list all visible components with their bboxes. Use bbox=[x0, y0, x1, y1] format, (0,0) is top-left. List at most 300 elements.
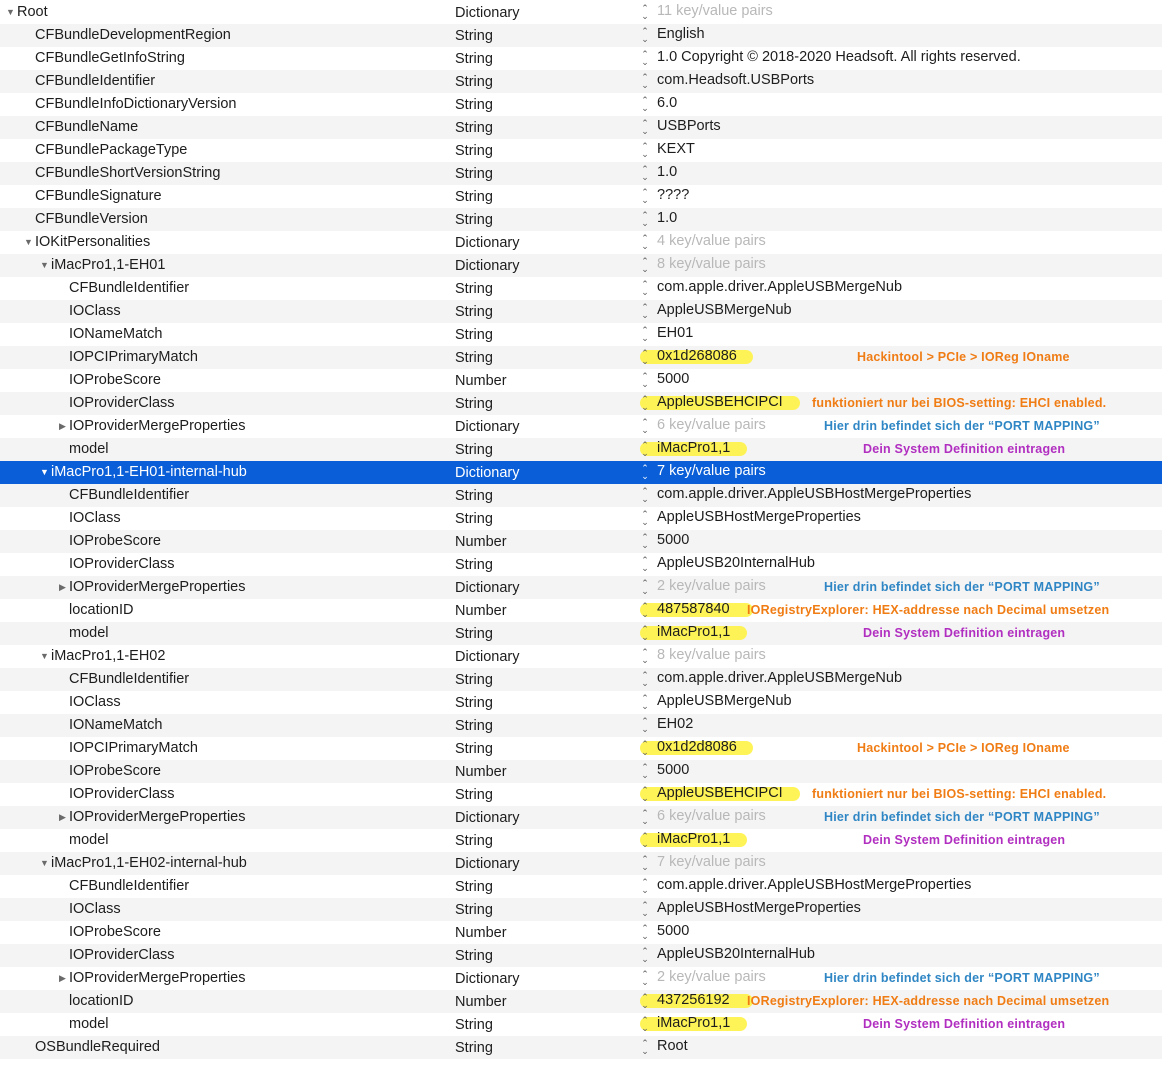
plist-row[interactable] bbox=[0, 668, 1162, 691]
disclosure-expanded-icon[interactable]: ▼ bbox=[40, 651, 49, 661]
row-value[interactable]: AppleUSB20InternalHub bbox=[657, 555, 815, 571]
disclosure-expanded-icon[interactable]: ▼ bbox=[40, 858, 49, 868]
value-stepper-icon[interactable]: ⌃ ⌄ bbox=[641, 946, 649, 964]
row-type[interactable]: String bbox=[455, 488, 493, 504]
row-type[interactable]: Number bbox=[455, 764, 507, 780]
plist-row[interactable] bbox=[0, 346, 1162, 369]
annotation-note: Hackintool > PCIe > IOReg IOname bbox=[857, 741, 1070, 755]
row-key-label: CFBundleGetInfoString bbox=[35, 50, 185, 66]
plist-row[interactable] bbox=[0, 461, 1162, 484]
row-type[interactable]: String bbox=[455, 511, 493, 527]
row-value[interactable]: 5000 bbox=[657, 371, 690, 387]
row-type[interactable]: String bbox=[455, 672, 493, 688]
row-key-label: iMacPro1,1-EH02-internal-hub bbox=[51, 855, 247, 871]
value-stepper-icon[interactable]: ⌃ ⌄ bbox=[641, 716, 649, 734]
row-key bbox=[56, 415, 246, 438]
row-key-label: CFBundleIdentifier bbox=[69, 280, 190, 296]
annotation-note: Dein System Definition eintragen bbox=[863, 442, 1066, 456]
row-key bbox=[56, 921, 161, 944]
row-key bbox=[56, 576, 246, 599]
plist-row[interactable] bbox=[0, 369, 1162, 392]
row-value[interactable]: Root bbox=[657, 1038, 688, 1054]
row-type[interactable]: String bbox=[455, 396, 493, 412]
row-value[interactable]: ???? bbox=[657, 187, 690, 203]
row-key bbox=[22, 47, 185, 70]
row-value[interactable]: 1.0 Copyright © 2018-2020 Headsoft. All rights reserved. bbox=[657, 49, 1021, 65]
row-key-label: IOProviderMergeProperties bbox=[69, 579, 246, 595]
row-key bbox=[4, 1, 48, 24]
value-stepper-icon[interactable]: ⌃ ⌄ bbox=[641, 256, 649, 274]
value-stepper-icon[interactable]: ⌃ ⌄ bbox=[641, 601, 649, 619]
row-key-label: CFBundleIdentifier bbox=[69, 671, 190, 687]
row-key bbox=[22, 139, 187, 162]
value-stepper-icon[interactable]: ⌃ ⌄ bbox=[641, 555, 649, 573]
row-value[interactable]: 11 key/value pairs bbox=[657, 3, 773, 19]
plist-row[interactable] bbox=[0, 760, 1162, 783]
disclosure-expanded-icon[interactable]: ▼ bbox=[24, 237, 33, 247]
row-key-label: IOClass bbox=[69, 303, 121, 319]
row-key-label: iMacPro1,1-EH02 bbox=[51, 648, 166, 664]
row-value[interactable]: 7 key/value pairs bbox=[657, 854, 766, 870]
row-value[interactable]: iMacPro1,1 bbox=[657, 1015, 731, 1031]
row-value[interactable]: 8 key/value pairs bbox=[657, 256, 766, 272]
disclosure-expanded-icon[interactable]: ▼ bbox=[40, 467, 49, 477]
row-value[interactable]: 6.0 bbox=[657, 95, 678, 111]
row-value[interactable]: EH01 bbox=[657, 325, 694, 341]
row-key bbox=[56, 668, 189, 691]
row-type[interactable]: String bbox=[455, 350, 493, 366]
annotation-note: IORegistryExplorer: HEX-addresse nach Decimal umsetzen bbox=[747, 994, 1110, 1008]
row-key-label: model bbox=[69, 625, 109, 641]
row-type[interactable]: Dictionary bbox=[455, 419, 520, 435]
value-stepper-icon[interactable]: ⌃ ⌄ bbox=[641, 739, 649, 757]
row-key-label: IOPCIPrimaryMatch bbox=[69, 740, 198, 756]
row-value[interactable]: com.apple.driver.AppleUSBMergeNub bbox=[657, 670, 903, 686]
plist-row[interactable] bbox=[0, 645, 1162, 668]
row-key bbox=[56, 553, 175, 576]
row-key-label: CFBundleIdentifier bbox=[69, 878, 190, 894]
row-key-label: CFBundleInfoDictionaryVersion bbox=[35, 96, 237, 112]
row-key-label: CFBundleShortVersionString bbox=[35, 165, 221, 181]
row-key bbox=[56, 530, 161, 553]
row-key bbox=[56, 990, 133, 1013]
plist-row[interactable] bbox=[0, 1, 1162, 24]
row-key bbox=[56, 783, 175, 806]
value-stepper-icon[interactable]: ⌃ ⌄ bbox=[641, 394, 649, 412]
row-key-label: CFBundleDevelopmentRegion bbox=[35, 27, 231, 43]
row-type[interactable]: String bbox=[455, 327, 493, 343]
row-type[interactable]: Dictionary bbox=[455, 465, 520, 481]
plist-outline-view bbox=[0, 1, 1162, 1059]
row-key bbox=[56, 944, 175, 967]
row-type[interactable]: String bbox=[455, 741, 493, 757]
row-value[interactable]: iMacPro1,1 bbox=[657, 831, 731, 847]
row-type[interactable]: String bbox=[455, 787, 493, 803]
row-value[interactable]: 6 key/value pairs bbox=[657, 808, 766, 824]
row-key-label: IOProbeScore bbox=[69, 763, 161, 779]
plist-row[interactable] bbox=[0, 300, 1162, 323]
row-key bbox=[56, 967, 246, 990]
value-stepper-icon[interactable]: ⌃ ⌄ bbox=[641, 26, 649, 44]
row-key bbox=[22, 116, 138, 139]
row-type[interactable]: String bbox=[455, 902, 493, 918]
plist-row[interactable] bbox=[0, 277, 1162, 300]
value-stepper-icon[interactable]: ⌃ ⌄ bbox=[641, 141, 649, 159]
row-key-label: CFBundleName bbox=[35, 119, 139, 135]
row-value[interactable]: 5000 bbox=[657, 532, 690, 548]
row-value[interactable]: 8 key/value pairs bbox=[657, 647, 766, 663]
value-stepper-icon[interactable]: ⌃ ⌄ bbox=[641, 1015, 649, 1033]
row-type[interactable]: String bbox=[455, 28, 493, 44]
plist-row[interactable] bbox=[0, 783, 1162, 806]
value-stepper-icon[interactable]: ⌃ ⌄ bbox=[641, 532, 649, 550]
plist-row[interactable] bbox=[0, 806, 1162, 829]
value-stepper-icon[interactable]: ⌃ ⌄ bbox=[641, 854, 649, 872]
row-value[interactable]: 2 key/value pairs bbox=[657, 969, 766, 985]
row-value[interactable]: com.apple.driver.AppleUSBMergeNub bbox=[657, 279, 903, 295]
plist-row[interactable] bbox=[0, 70, 1162, 93]
row-key-label: IOProviderMergeProperties bbox=[69, 418, 246, 434]
row-type[interactable]: String bbox=[455, 1017, 493, 1033]
row-type[interactable]: String bbox=[455, 212, 493, 228]
plist-row[interactable] bbox=[0, 691, 1162, 714]
row-type[interactable]: Dictionary bbox=[455, 971, 520, 987]
row-value[interactable]: AppleUSBMergeNub bbox=[657, 693, 792, 709]
row-type[interactable]: String bbox=[455, 97, 493, 113]
row-type[interactable]: String bbox=[455, 189, 493, 205]
value-stepper-icon[interactable]: ⌃ ⌄ bbox=[641, 348, 649, 366]
row-key-label: IOProviderClass bbox=[69, 786, 175, 802]
row-key bbox=[22, 162, 220, 185]
row-type[interactable]: String bbox=[455, 143, 493, 159]
row-value[interactable]: English bbox=[657, 26, 705, 42]
row-key-label: IOProbeScore bbox=[69, 924, 161, 940]
row-value[interactable]: KEXT bbox=[657, 141, 695, 157]
value-stepper-icon[interactable]: ⌃ ⌄ bbox=[641, 72, 649, 90]
row-value[interactable]: AppleUSBMergeNub bbox=[657, 302, 792, 318]
row-value[interactable]: com.apple.driver.AppleUSBHostMergeProperties bbox=[657, 486, 972, 502]
annotation-note: Hier drin befindet sich der “PORT MAPPING” bbox=[824, 419, 1100, 433]
value-stepper-icon[interactable]: ⌃ ⌄ bbox=[641, 463, 649, 481]
row-key-label: IOProviderClass bbox=[69, 556, 175, 572]
value-stepper-icon[interactable]: ⌃ ⌄ bbox=[641, 486, 649, 504]
plist-row[interactable] bbox=[0, 530, 1162, 553]
row-key bbox=[22, 185, 162, 208]
plist-row[interactable] bbox=[0, 24, 1162, 47]
row-type[interactable]: Number bbox=[455, 603, 507, 619]
row-value[interactable]: AppleUSBEHCIPCI bbox=[657, 394, 783, 410]
row-key bbox=[56, 737, 198, 760]
row-value[interactable]: 487587840 bbox=[657, 601, 730, 617]
row-value[interactable]: 2 key/value pairs bbox=[657, 578, 766, 594]
row-key-label: IONameMatch bbox=[69, 717, 163, 733]
row-key bbox=[56, 346, 198, 369]
row-key bbox=[56, 438, 109, 461]
row-key-label: CFBundlePackageType bbox=[35, 142, 188, 158]
plist-row[interactable] bbox=[0, 415, 1162, 438]
row-key-label: CFBundleVersion bbox=[35, 211, 148, 227]
row-value[interactable]: iMacPro1,1 bbox=[657, 624, 731, 640]
row-key bbox=[22, 93, 237, 116]
value-stepper-icon[interactable]: ⌃ ⌄ bbox=[641, 877, 649, 895]
row-key-label: IOClass bbox=[69, 510, 121, 526]
plist-row[interactable] bbox=[0, 1013, 1162, 1036]
annotation-note: Dein System Definition eintragen bbox=[863, 1017, 1066, 1031]
plist-row[interactable] bbox=[0, 231, 1162, 254]
row-key-label: IOProviderMergeProperties bbox=[69, 970, 246, 986]
plist-row[interactable] bbox=[0, 507, 1162, 530]
plist-row[interactable] bbox=[0, 898, 1162, 921]
row-type[interactable]: String bbox=[455, 166, 493, 182]
row-key bbox=[56, 277, 189, 300]
plist-row[interactable] bbox=[0, 392, 1162, 415]
row-key bbox=[56, 507, 121, 530]
row-key bbox=[56, 369, 161, 392]
value-stepper-icon[interactable]: ⌃ ⌄ bbox=[641, 578, 649, 596]
row-key bbox=[56, 599, 133, 622]
row-type[interactable]: Dictionary bbox=[455, 580, 520, 596]
value-stepper-icon[interactable]: ⌃ ⌄ bbox=[641, 187, 649, 205]
plist-row[interactable] bbox=[0, 162, 1162, 185]
row-key bbox=[56, 622, 109, 645]
row-type[interactable]: String bbox=[455, 626, 493, 642]
plist-row[interactable] bbox=[0, 1036, 1162, 1059]
plist-row[interactable] bbox=[0, 93, 1162, 116]
plist-row[interactable] bbox=[0, 921, 1162, 944]
row-key bbox=[56, 829, 109, 852]
plist-row[interactable] bbox=[0, 599, 1162, 622]
plist-row[interactable] bbox=[0, 553, 1162, 576]
row-type[interactable]: String bbox=[455, 281, 493, 297]
row-key bbox=[56, 300, 121, 323]
row-type[interactable]: Dictionary bbox=[455, 856, 520, 872]
row-key bbox=[56, 714, 162, 737]
row-type[interactable]: Dictionary bbox=[455, 649, 520, 665]
row-key-label: model bbox=[69, 441, 109, 457]
row-key-label: IOProbeScore bbox=[69, 533, 161, 549]
row-value[interactable]: 437256192 bbox=[657, 992, 730, 1008]
row-key-label: model bbox=[69, 832, 109, 848]
row-key bbox=[38, 852, 247, 875]
row-type[interactable]: String bbox=[455, 557, 493, 573]
annotation-note: Hier drin befindet sich der “PORT MAPPING” bbox=[824, 971, 1100, 985]
value-stepper-icon[interactable]: ⌃ ⌄ bbox=[641, 233, 649, 251]
value-stepper-icon[interactable]: ⌃ ⌄ bbox=[641, 831, 649, 849]
row-key-label: model bbox=[69, 1016, 109, 1032]
value-stepper-icon[interactable]: ⌃ ⌄ bbox=[641, 670, 649, 688]
row-type[interactable]: String bbox=[455, 833, 493, 849]
row-type[interactable]: String bbox=[455, 51, 493, 67]
row-key-label: iMacPro1,1-EH01 bbox=[51, 257, 166, 273]
row-key-label: iMacPro1,1-EH01-internal-hub bbox=[51, 464, 247, 480]
plist-row[interactable] bbox=[0, 990, 1162, 1013]
row-key-label: IOPCIPrimaryMatch bbox=[69, 349, 198, 365]
plist-row[interactable] bbox=[0, 116, 1162, 139]
row-value[interactable]: 0x1d268086 bbox=[657, 348, 737, 364]
row-type[interactable]: String bbox=[455, 120, 493, 136]
row-key bbox=[38, 254, 165, 277]
plist-row[interactable] bbox=[0, 254, 1162, 277]
value-stepper-icon[interactable]: ⌃ ⌄ bbox=[641, 693, 649, 711]
value-stepper-icon[interactable]: ⌃ ⌄ bbox=[641, 417, 649, 435]
row-value[interactable]: EH02 bbox=[657, 716, 694, 732]
row-key bbox=[56, 875, 189, 898]
row-type[interactable]: Dictionary bbox=[455, 258, 520, 274]
row-value[interactable]: 4 key/value pairs bbox=[657, 233, 766, 249]
value-stepper-icon[interactable]: ⌃ ⌄ bbox=[641, 440, 649, 458]
row-value[interactable]: AppleUSB20InternalHub bbox=[657, 946, 815, 962]
value-stepper-icon[interactable]: ⌃ ⌄ bbox=[641, 49, 649, 67]
annotation-note: Hackintool > PCIe > IOReg IOname bbox=[857, 350, 1070, 364]
row-type[interactable]: String bbox=[455, 442, 493, 458]
row-key bbox=[22, 208, 148, 231]
row-key bbox=[56, 898, 121, 921]
value-stepper-icon[interactable]: ⌃ ⌄ bbox=[641, 900, 649, 918]
value-stepper-icon[interactable]: ⌃ ⌄ bbox=[641, 3, 649, 21]
row-type[interactable]: Number bbox=[455, 534, 507, 550]
value-stepper-icon[interactable]: ⌃ ⌄ bbox=[641, 1038, 649, 1056]
plist-row[interactable] bbox=[0, 47, 1162, 70]
row-type[interactable]: String bbox=[455, 879, 493, 895]
row-key-label: CFBundleIdentifier bbox=[35, 73, 156, 89]
value-stepper-icon[interactable]: ⌃ ⌄ bbox=[641, 969, 649, 987]
annotation-note: Hier drin befindet sich der “PORT MAPPING” bbox=[824, 580, 1100, 594]
value-stepper-icon[interactable]: ⌃ ⌄ bbox=[641, 785, 649, 803]
row-type[interactable]: String bbox=[455, 74, 493, 90]
row-key-label: OSBundleRequired bbox=[35, 1039, 160, 1055]
row-type[interactable]: String bbox=[455, 1040, 493, 1056]
annotation-note: IORegistryExplorer: HEX-addresse nach Decimal umsetzen bbox=[747, 603, 1110, 617]
annotation-note: Dein System Definition eintragen bbox=[863, 626, 1066, 640]
disclosure-collapsed-icon[interactable]: ▶ bbox=[59, 421, 66, 431]
plist-row[interactable] bbox=[0, 484, 1162, 507]
plist-row[interactable] bbox=[0, 875, 1162, 898]
annotation-note: funktioniert nur bei BIOS-setting: EHCI enabled. bbox=[812, 396, 1107, 410]
row-value[interactable]: 6 key/value pairs bbox=[657, 417, 766, 433]
annotation-note: Dein System Definition eintragen bbox=[863, 833, 1066, 847]
row-type[interactable]: String bbox=[455, 695, 493, 711]
plist-row[interactable] bbox=[0, 438, 1162, 461]
plist-row[interactable] bbox=[0, 714, 1162, 737]
row-value[interactable]: AppleUSBHostMergeProperties bbox=[657, 900, 861, 916]
row-key-label: IOProviderClass bbox=[69, 395, 175, 411]
value-stepper-icon[interactable]: ⌃ ⌄ bbox=[641, 992, 649, 1010]
value-stepper-icon[interactable]: ⌃ ⌄ bbox=[641, 808, 649, 826]
row-value[interactable]: AppleUSBHostMergeProperties bbox=[657, 509, 861, 525]
plist-row[interactable] bbox=[0, 967, 1162, 990]
row-key bbox=[22, 1036, 160, 1059]
row-type[interactable]: Dictionary bbox=[455, 5, 520, 21]
plist-row[interactable] bbox=[0, 208, 1162, 231]
row-type[interactable]: Number bbox=[455, 994, 507, 1010]
value-stepper-icon[interactable]: ⌃ ⌄ bbox=[641, 302, 649, 320]
row-value[interactable]: com.Headsoft.USBPorts bbox=[657, 72, 815, 88]
row-type[interactable]: Dictionary bbox=[455, 810, 520, 826]
row-key-label: locationID bbox=[69, 993, 134, 1009]
row-value[interactable]: 5000 bbox=[657, 923, 690, 939]
row-key-label: IOProbeScore bbox=[69, 372, 161, 388]
plist-row[interactable] bbox=[0, 737, 1162, 760]
value-stepper-icon[interactable]: ⌃ ⌄ bbox=[641, 509, 649, 527]
row-value[interactable]: USBPorts bbox=[657, 118, 721, 134]
row-key-label: IOClass bbox=[69, 694, 121, 710]
row-key bbox=[56, 806, 246, 829]
disclosure-expanded-icon[interactable]: ▼ bbox=[6, 7, 15, 17]
disclosure-collapsed-icon[interactable]: ▶ bbox=[59, 582, 66, 592]
disclosure-collapsed-icon[interactable]: ▶ bbox=[59, 812, 66, 822]
value-stepper-icon[interactable]: ⌃ ⌄ bbox=[641, 371, 649, 389]
plist-row[interactable] bbox=[0, 852, 1162, 875]
row-value[interactable]: 1.0 bbox=[657, 210, 678, 226]
value-stepper-icon[interactable]: ⌃ ⌄ bbox=[641, 95, 649, 113]
row-key-label: locationID bbox=[69, 602, 134, 618]
row-key bbox=[22, 24, 231, 47]
value-stepper-icon[interactable]: ⌃ ⌄ bbox=[641, 647, 649, 665]
disclosure-collapsed-icon[interactable]: ▶ bbox=[59, 973, 66, 983]
row-type[interactable]: String bbox=[455, 304, 493, 320]
row-type[interactable]: String bbox=[455, 948, 493, 964]
row-key-label: IONameMatch bbox=[69, 326, 163, 342]
row-value[interactable]: 7 key/value pairs bbox=[657, 463, 766, 479]
row-key bbox=[22, 70, 155, 93]
row-key-label: CFBundleIdentifier bbox=[69, 487, 190, 503]
row-key-label: IOProviderClass bbox=[69, 947, 175, 963]
row-value[interactable]: 1.0 bbox=[657, 164, 678, 180]
plist-row[interactable] bbox=[0, 185, 1162, 208]
row-key bbox=[22, 231, 150, 254]
plist-row[interactable] bbox=[0, 944, 1162, 967]
row-value[interactable]: AppleUSBEHCIPCI bbox=[657, 785, 783, 801]
value-stepper-icon[interactable]: ⌃ ⌄ bbox=[641, 325, 649, 343]
plist-row[interactable] bbox=[0, 576, 1162, 599]
row-type[interactable]: String bbox=[455, 718, 493, 734]
row-value[interactable]: 5000 bbox=[657, 762, 690, 778]
row-key bbox=[56, 760, 161, 783]
plist-row[interactable] bbox=[0, 622, 1162, 645]
disclosure-expanded-icon[interactable]: ▼ bbox=[40, 260, 49, 270]
annotation-note: funktioniert nur bei BIOS-setting: EHCI enabled. bbox=[812, 787, 1107, 801]
row-key bbox=[38, 645, 165, 668]
row-key-label: IOKitPersonalities bbox=[35, 234, 151, 250]
row-value[interactable]: iMacPro1,1 bbox=[657, 440, 731, 456]
row-key-label: IOProviderMergeProperties bbox=[69, 809, 246, 825]
row-key-label: Root bbox=[17, 4, 48, 20]
row-key bbox=[56, 392, 175, 415]
plist-row[interactable] bbox=[0, 139, 1162, 162]
value-stepper-icon[interactable]: ⌃ ⌄ bbox=[641, 164, 649, 182]
row-key-label: IOClass bbox=[69, 901, 121, 917]
value-stepper-icon[interactable]: ⌃ ⌄ bbox=[641, 210, 649, 228]
value-stepper-icon[interactable]: ⌃ ⌄ bbox=[641, 923, 649, 941]
row-key-label: CFBundleSignature bbox=[35, 188, 162, 204]
value-stepper-icon[interactable]: ⌃ ⌄ bbox=[641, 624, 649, 642]
row-value[interactable]: 0x1d2d8086 bbox=[657, 739, 737, 755]
row-key bbox=[38, 461, 247, 484]
plist-row[interactable] bbox=[0, 323, 1162, 346]
value-stepper-icon[interactable]: ⌃ ⌄ bbox=[641, 279, 649, 297]
row-key bbox=[56, 484, 189, 507]
row-key bbox=[56, 691, 121, 714]
row-type[interactable]: Number bbox=[455, 925, 507, 941]
row-type[interactable]: Dictionary bbox=[455, 235, 520, 251]
value-stepper-icon[interactable]: ⌃ ⌄ bbox=[641, 118, 649, 136]
plist-row[interactable] bbox=[0, 829, 1162, 852]
row-key bbox=[56, 323, 162, 346]
row-type[interactable]: Number bbox=[455, 373, 507, 389]
annotation-note: Hier drin befindet sich der “PORT MAPPING” bbox=[824, 810, 1100, 824]
row-value[interactable]: com.apple.driver.AppleUSBHostMergeProperties bbox=[657, 877, 972, 893]
value-stepper-icon[interactable]: ⌃ ⌄ bbox=[641, 762, 649, 780]
